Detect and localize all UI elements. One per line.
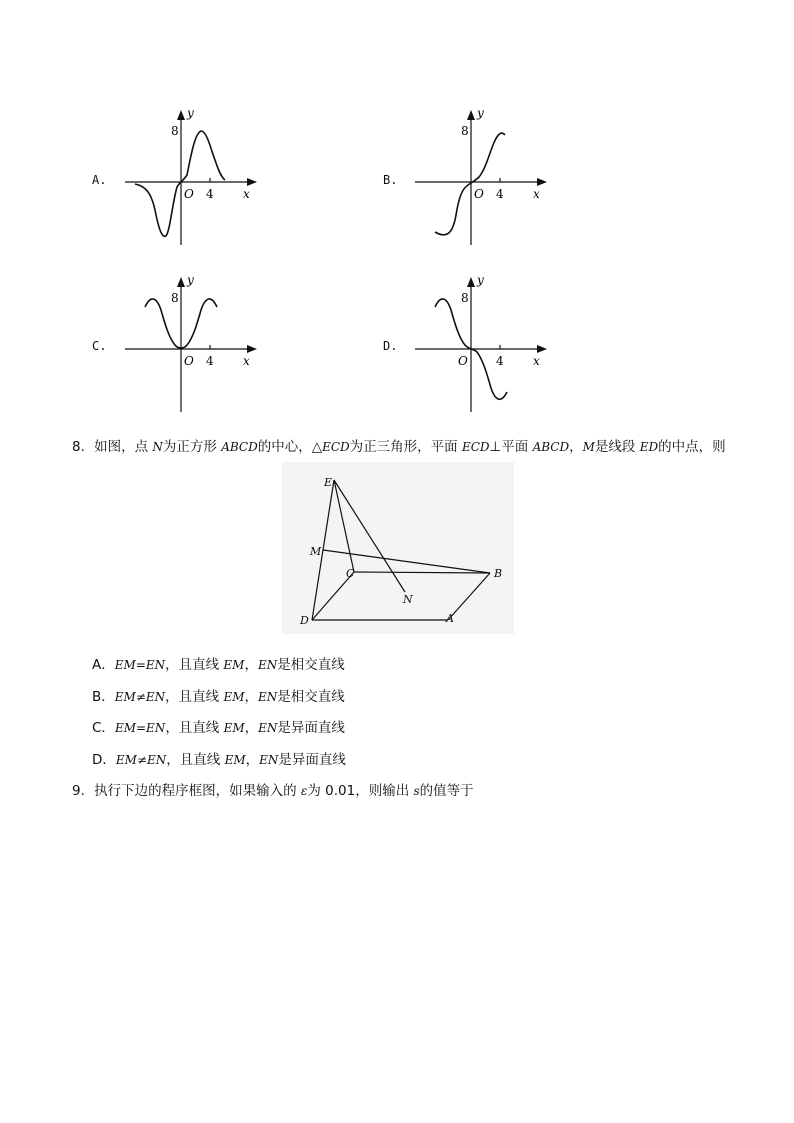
x-tick-label: 4 [496,354,504,368]
point-label-a: A [446,612,454,625]
origin-label: O [184,187,194,201]
y-tick-label: 8 [171,291,179,305]
x-tick-label: 4 [496,187,504,201]
y-axis-label: y [477,106,484,120]
x-axis-label: x [243,354,250,368]
point-label-n: N [403,593,413,606]
point-label-b: B [494,567,503,580]
option-label-c: C. [92,339,107,353]
origin-label: O [184,354,194,368]
y-axis-label: y [477,273,484,287]
answer-choice-c[interactable]: C．EM=EN，且直线 EM，EN是异面直线 [92,720,345,736]
x-axis-label: x [533,187,540,201]
answer-choice-b[interactable]: B．EM≠EN，且直线 EM，EN是相交直线 [92,689,345,705]
question-8-stem: 8．如图，点 N为正方形 ABCD的中心，△ECD为正三角形，平面 ECD⊥平面 ABCD，M是线段 ED的中点，则 [72,439,726,455]
x-tick-label: 4 [206,354,214,368]
graph-option-b [405,105,555,250]
x-axis-label: x [533,354,540,368]
y-axis-label: y [187,273,194,287]
geometry-figure [282,462,514,634]
option-label-b: B. [383,173,398,187]
x-axis-label: x [243,187,250,201]
point-label-c: C [346,567,355,580]
answer-choice-d[interactable]: D．EM≠EN，且直线 EM，EN是异面直线 [92,752,346,768]
y-axis-label: y [187,106,194,120]
graph-option-d [405,272,555,417]
question-number: 9． [72,783,95,799]
y-tick-label: 8 [461,291,469,305]
graph-option-c [115,272,265,417]
y-tick-label: 8 [461,124,469,138]
graph-option-a [115,105,265,250]
question-number: 8． [72,439,95,455]
option-label-d: D. [383,339,398,353]
origin-label: O [458,354,468,368]
answer-choice-a[interactable]: A．EM=EN，且直线 EM，EN是相交直线 [92,657,345,673]
point-label-e: E [324,476,333,489]
origin-label: O [474,187,484,201]
point-label-m: M [310,545,322,558]
question-9-stem: 9．执行下边的程序框图，如果输入的 ε为 0.01，则输出 s的值等于 [72,783,474,799]
point-label-d: D [300,614,309,627]
option-label-a: A. [92,173,107,187]
x-tick-label: 4 [206,187,214,201]
y-tick-label: 8 [171,124,179,138]
